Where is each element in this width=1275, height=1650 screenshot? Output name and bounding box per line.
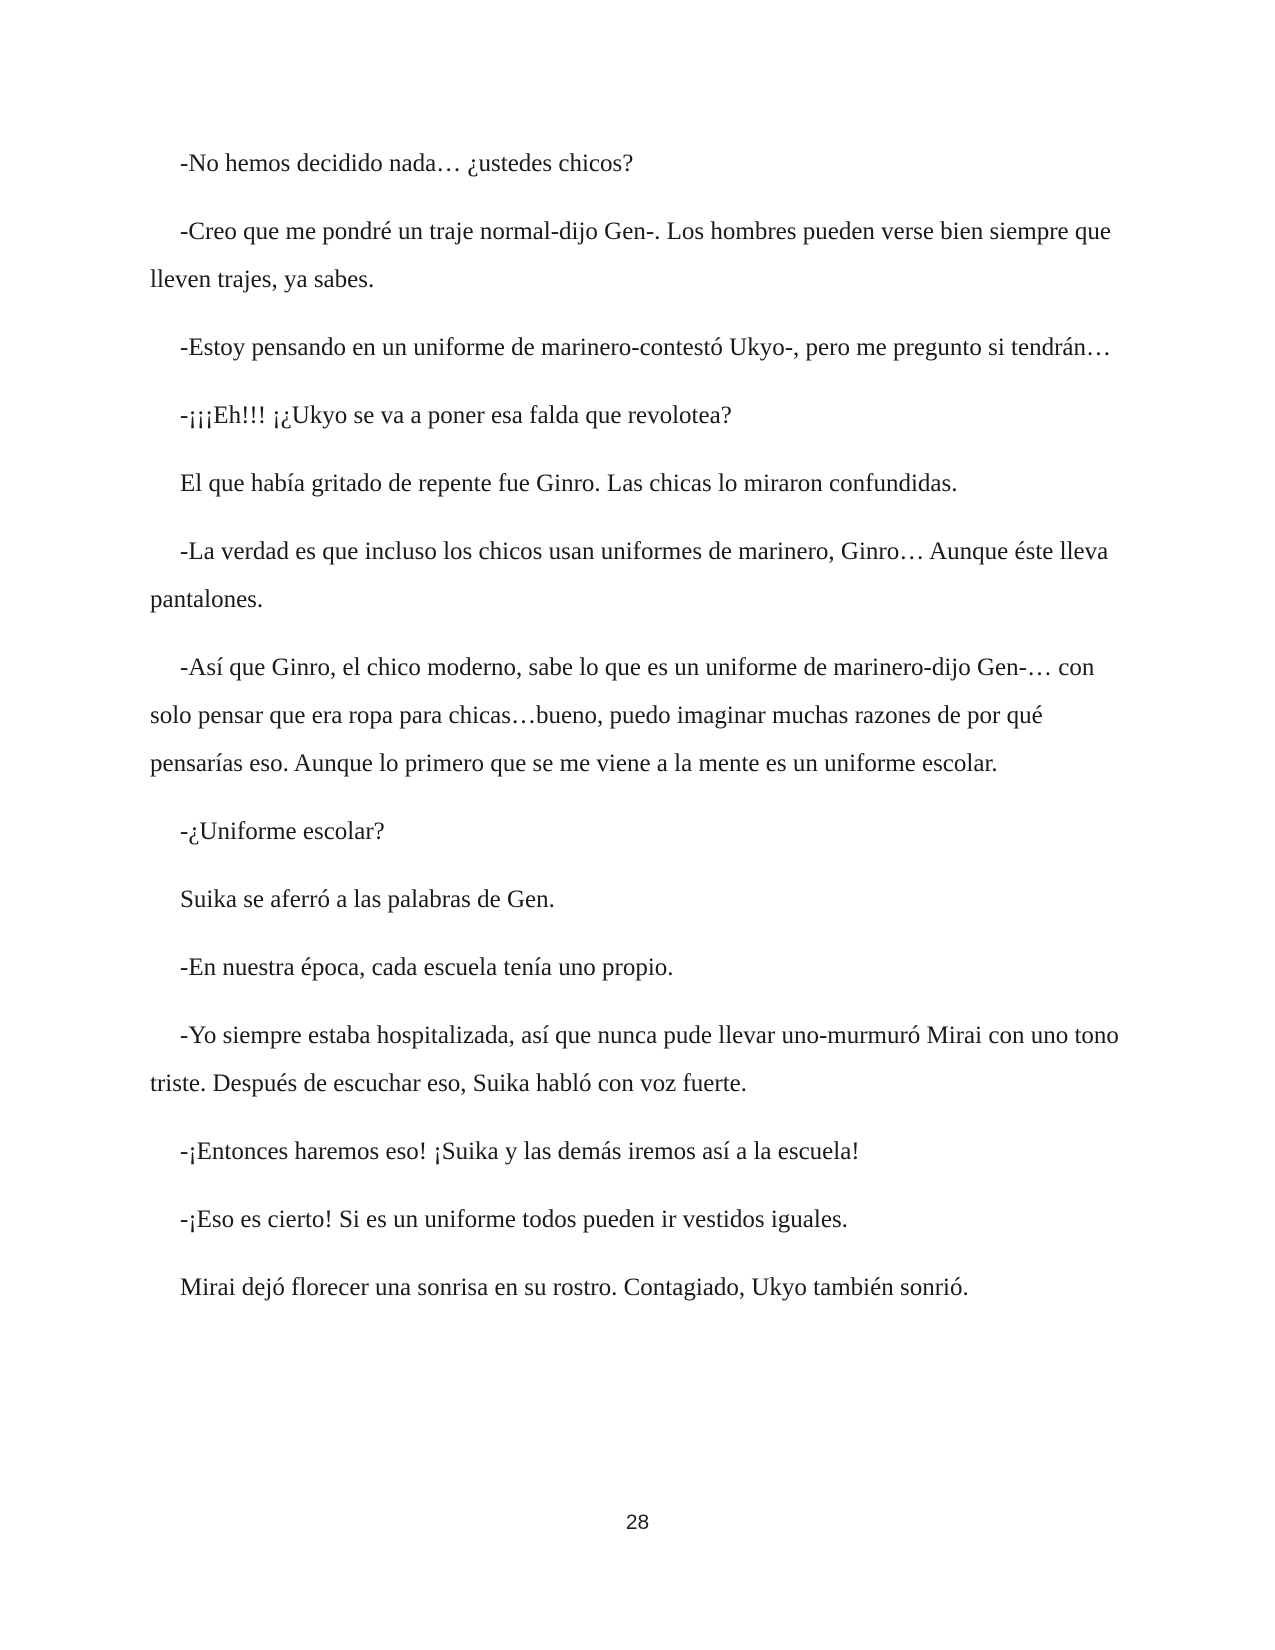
page-number: 28 — [625, 1511, 650, 1534]
paragraph: -No hemos decidido nada… ¿ustedes chicos? — [180, 150, 634, 177]
paragraph: -En nuestra época, cada escuela tenía uno propio. — [180, 954, 674, 981]
paragraph: -La verdad es que incluso los chicos usan uniformes de marinero, Ginro… Aunque éste lleva pantalones. — [150, 538, 1109, 613]
paragraph: -Estoy pensando en un uniforme de marinero-contestó Ukyo-, pero me pregunto si tendrán… — [180, 334, 1111, 361]
page-text-body — [150, 140, 1130, 1332]
paragraph: Suika se aferró a las palabras de Gen. — [180, 886, 555, 913]
paragraph: -Yo siempre estaba hospitalizada, así que nunca pude llevar uno-murmuró Mirai con uno tono triste. Después de escuchar eso, Suika habló con voz fuerte. — [150, 1022, 1119, 1097]
paragraph: El que había gritado de repente fue Ginro. Las chicas lo miraron confundidas. — [180, 470, 958, 497]
paragraph: -Creo que me pondré un traje normal-dijo Gen-. Los hombres pueden verse bien siempre que lleven trajes, ya sabes. — [150, 218, 1111, 293]
paragraph: Mirai dejó florecer una sonrisa en su rostro. Contagiado, Ukyo también sonrió. — [180, 1274, 969, 1301]
paragraph: -¡Eso es cierto! Si es un uniforme todos pueden ir vestidos iguales. — [180, 1206, 848, 1233]
paragraph: -¡Entonces haremos eso! ¡Suika y las demás iremos así a la escuela! — [180, 1138, 860, 1165]
paragraph: -¡¡¡Eh!!! ¡¿Ukyo se va a poner esa falda que revolotea? — [180, 402, 732, 429]
paragraph: -Así que Ginro, el chico moderno, sabe lo que es un uniforme de marinero-dijo Gen-… con solo pensar que era ropa para chicas…bueno, puedo imaginar muchas razones de por qué pensarías eso. Aunque lo primero que se me viene a la mente es un uniforme escolar. — [150, 654, 1095, 777]
paragraph: -¿Uniforme escolar? — [180, 818, 385, 845]
